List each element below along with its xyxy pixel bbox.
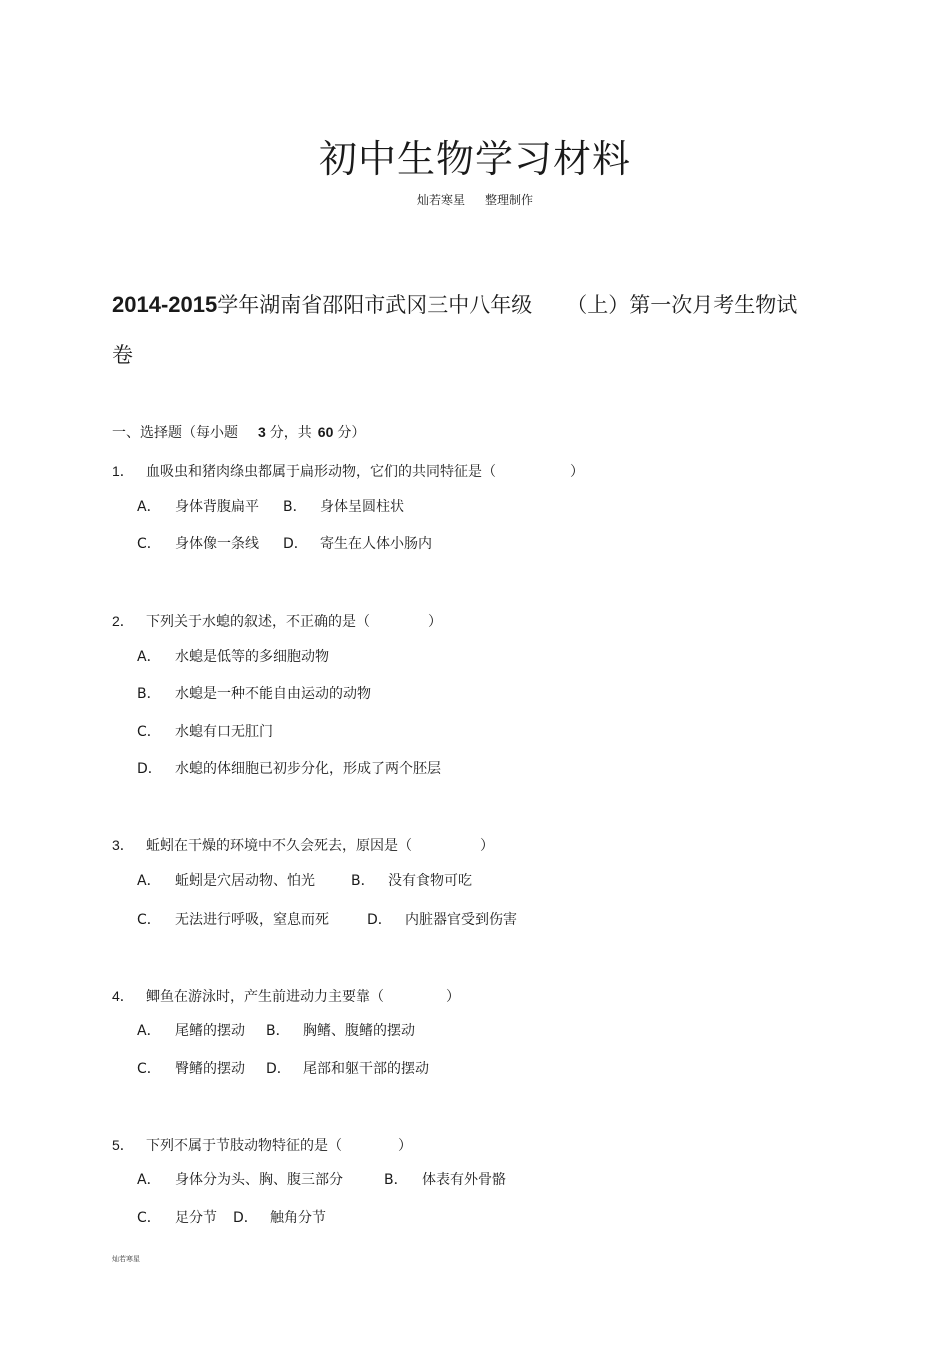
option-key: B．: [137, 686, 161, 702]
paper-title: [112, 291, 797, 319]
document-title: 初中生物学习材料: [318, 137, 631, 181]
option-key: C．: [137, 912, 161, 928]
question-stem: [112, 835, 494, 856]
option-key: D．: [266, 1061, 291, 1077]
option-text: 水螅是低等的多细胞动物: [175, 649, 329, 665]
option-key: C．: [137, 724, 161, 740]
question-text: 下列不属于节肢动物特征的是（: [146, 1138, 342, 1154]
credit-note: 整理制作: [485, 193, 534, 207]
option-key: C．: [137, 1210, 161, 1226]
option-text: 足分节: [175, 1210, 217, 1226]
question-number: 3．: [112, 837, 134, 853]
section-suffix: 分）: [337, 425, 366, 441]
question-text: 鲫鱼在游泳时，产生前进动力主要靠（: [146, 989, 384, 1005]
option-text: 蚯蚓是穴居动物、怕光: [175, 873, 315, 889]
option-text: 寄生在人体小肠内: [320, 536, 432, 552]
paper-title-text: 学年湖南省邵阳市武冈三中八年级: [217, 293, 533, 317]
option-text: 身体背腹扁平: [175, 499, 259, 515]
question-text: 蚯蚓在干燥的环境中不久会死去，原因是（: [146, 838, 412, 854]
paper-title-year: 2014-2015: [112, 292, 218, 317]
section-total-score: 60: [317, 424, 334, 440]
question-number: 5．: [112, 1137, 134, 1153]
option-text: 体表有外骨骼: [422, 1172, 506, 1188]
option-key: D．: [283, 536, 308, 552]
section-mid: 分，共: [269, 425, 312, 441]
option-key: C．: [137, 536, 161, 552]
option-text: 胸鳍、腹鳍的摆动: [303, 1023, 415, 1039]
question-number: 1．: [112, 463, 134, 479]
document-credit: [0, 192, 950, 208]
credit-author: 灿若寒星: [416, 193, 465, 207]
paper-title-tail: （上）第一次月考生物试: [566, 293, 798, 317]
option-key: C．: [137, 1061, 161, 1077]
option-text: 内脏器官受到伤害: [405, 912, 517, 928]
option-text: 水螅是一种不能自由运动的动物: [175, 686, 371, 702]
question-text: 血吸虫和猪肉绦虫都属于扁形动物，它们的共同特征是（: [146, 464, 496, 480]
paper-title-line2: 卷: [112, 343, 133, 367]
question-text: 下列关于水螅的叙述，不正确的是（: [146, 614, 370, 630]
option-key: A．: [137, 499, 161, 515]
option-text: 身体呈圆柱状: [320, 499, 404, 515]
question-stem: [112, 611, 442, 632]
option-key: D．: [137, 761, 162, 777]
option-text: 无法进行呼吸，窒息而死: [175, 912, 329, 928]
option-key: B．: [283, 499, 307, 515]
option-text: 水螅有口无肛门: [175, 724, 273, 740]
option-text: 身体像一条线: [175, 536, 259, 552]
option-text: 身体分为头、胸、腹三部分: [175, 1172, 343, 1188]
option-text: 触角分节: [270, 1210, 326, 1226]
option-key: A．: [137, 649, 161, 665]
option-key: D．: [233, 1210, 258, 1226]
option-key: B．: [384, 1172, 408, 1188]
option-text: 臀鳍的摆动: [175, 1061, 245, 1077]
answer-paren-close: ）: [446, 989, 460, 1005]
question-stem: [112, 461, 584, 482]
option-key: D．: [367, 912, 392, 928]
section-prefix: 一、选择题（每小题: [112, 425, 238, 441]
answer-paren-close: ）: [398, 1138, 412, 1154]
option-text: 尾鳍的摆动: [175, 1023, 245, 1039]
option-key: A．: [137, 1172, 161, 1188]
section-per-score: 3: [258, 424, 266, 440]
question-stem: [112, 986, 460, 1007]
answer-paren-close: ）: [480, 838, 494, 854]
option-text: 没有食物可吃: [388, 873, 472, 889]
option-text: 尾部和躯干部的摆动: [303, 1061, 429, 1077]
question-number: 4．: [112, 988, 134, 1004]
question-number: 2．: [112, 613, 134, 629]
option-key: A．: [137, 873, 161, 889]
answer-paren-close: ）: [428, 614, 442, 630]
option-key: A．: [137, 1023, 161, 1039]
answer-paren-close: ）: [570, 464, 584, 480]
page-footer: 灿若寒星: [112, 1255, 140, 1263]
option-key: B．: [266, 1023, 290, 1039]
option-text: 水螅的体细胞已初步分化，形成了两个胚层: [175, 761, 441, 777]
question-stem: [112, 1135, 412, 1156]
option-key: B．: [351, 873, 375, 889]
section-heading: [112, 422, 365, 443]
